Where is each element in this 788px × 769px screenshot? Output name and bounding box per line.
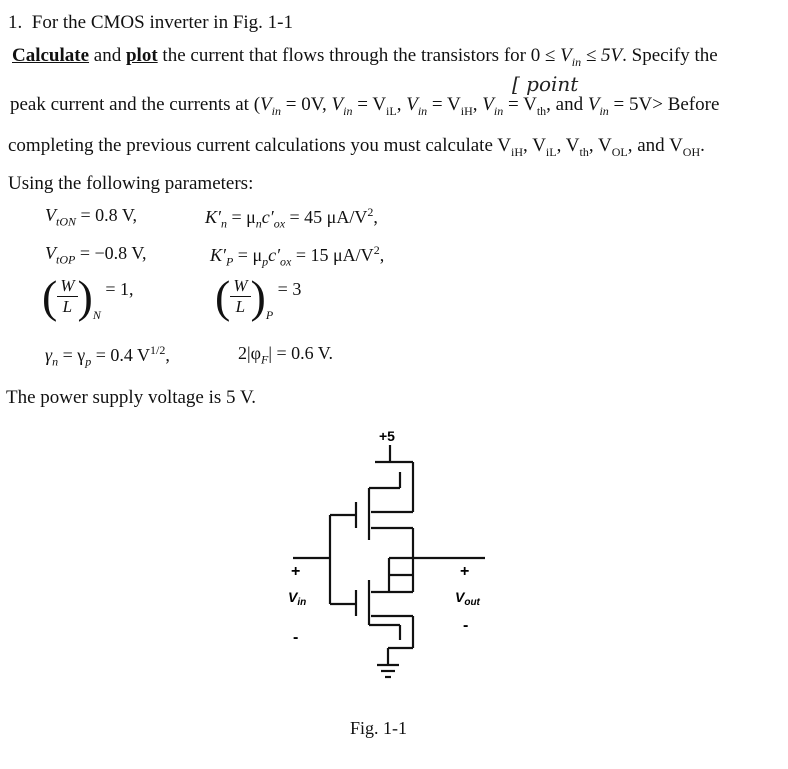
instruction-line-3 — [8, 135, 705, 160]
instruction-line-1 — [12, 45, 718, 70]
vin-5v: $V_{in} = 5V>$ — [587, 94, 663, 118]
param-kp: $K'_P = \mu_pc'_{ox} = 15$ $\mu A/V^2$, — [210, 243, 385, 269]
handwritten-note: [ point — [512, 72, 579, 96]
calc-required-text: completing the previous current calculations you must calculate — [8, 135, 493, 156]
vin-label: $V_{in}$ — [288, 589, 307, 608]
and-word-2: , and — [546, 94, 584, 115]
param-vtop: $V_{tOP} = -0.8$ V, — [45, 243, 147, 267]
problem-title: For the CMOS inverter in Fig. 1-1 — [31, 12, 293, 33]
before-word: Before — [667, 94, 720, 115]
vin-plus: + — [291, 563, 301, 580]
vin-minus: - — [293, 629, 299, 646]
vin-range: $0 \le V_{in} \le 5V$ — [530, 45, 623, 69]
vout-label: $V_{out}$ — [455, 589, 480, 608]
param-vton: $V_{tON} = 0.8$ V, — [45, 205, 138, 229]
vout-plus: + — [460, 563, 470, 580]
vin-vil: $V_{in} = V_{iL}$, — [331, 94, 402, 118]
vdd-label: +5 — [379, 428, 395, 444]
figure-caption: Fig. 1-1 — [350, 718, 408, 738]
problem-number: 1. — [8, 12, 23, 33]
voltage-list: $V_{iH}$, $V_{iL}$, $V_{th}$, $V_{OL}$, and $V_{OH}$. — [497, 135, 705, 159]
specify-text: . Specify the — [622, 45, 718, 66]
vin-vth: $V_{in} = V_{th}$ — [482, 94, 547, 118]
instruction-line-2 — [10, 94, 719, 119]
param-wl-p: ( $\frac{W}{L}$ )$_P = 3$ — [215, 271, 302, 323]
param-phi: $2|\varphi_F| = 0.6$ V. — [238, 343, 333, 367]
param-wl-n: ( $\frac{W}{L}$ )$_N = 1$, — [42, 271, 134, 323]
peak-current-text: peak current and the currents at — [10, 94, 249, 115]
instruction-text: the current that flows through the transistors for — [162, 45, 526, 66]
params-intro: Using the following parameters: — [8, 173, 254, 194]
calculate-word: Calculate — [12, 45, 90, 66]
supply-statement: The power supply voltage is 5 V. — [6, 387, 256, 408]
and-word: and — [93, 45, 122, 66]
param-kn: $K'_n = \mu_nc'_{ox} = 45$ $\mu A/V^2$, — [205, 205, 378, 231]
vout-minus: - — [463, 617, 469, 634]
problem-title-line — [8, 12, 293, 34]
param-gamma: $\gamma_n = \gamma_p = 0.4$ $V^{1/2}$, — [45, 343, 170, 369]
vin-0: ($V_{in} = 0V$, — [253, 94, 327, 118]
vin-vih: $V_{in} = V_{iH}$, — [406, 94, 478, 118]
plot-word: plot — [125, 45, 158, 66]
